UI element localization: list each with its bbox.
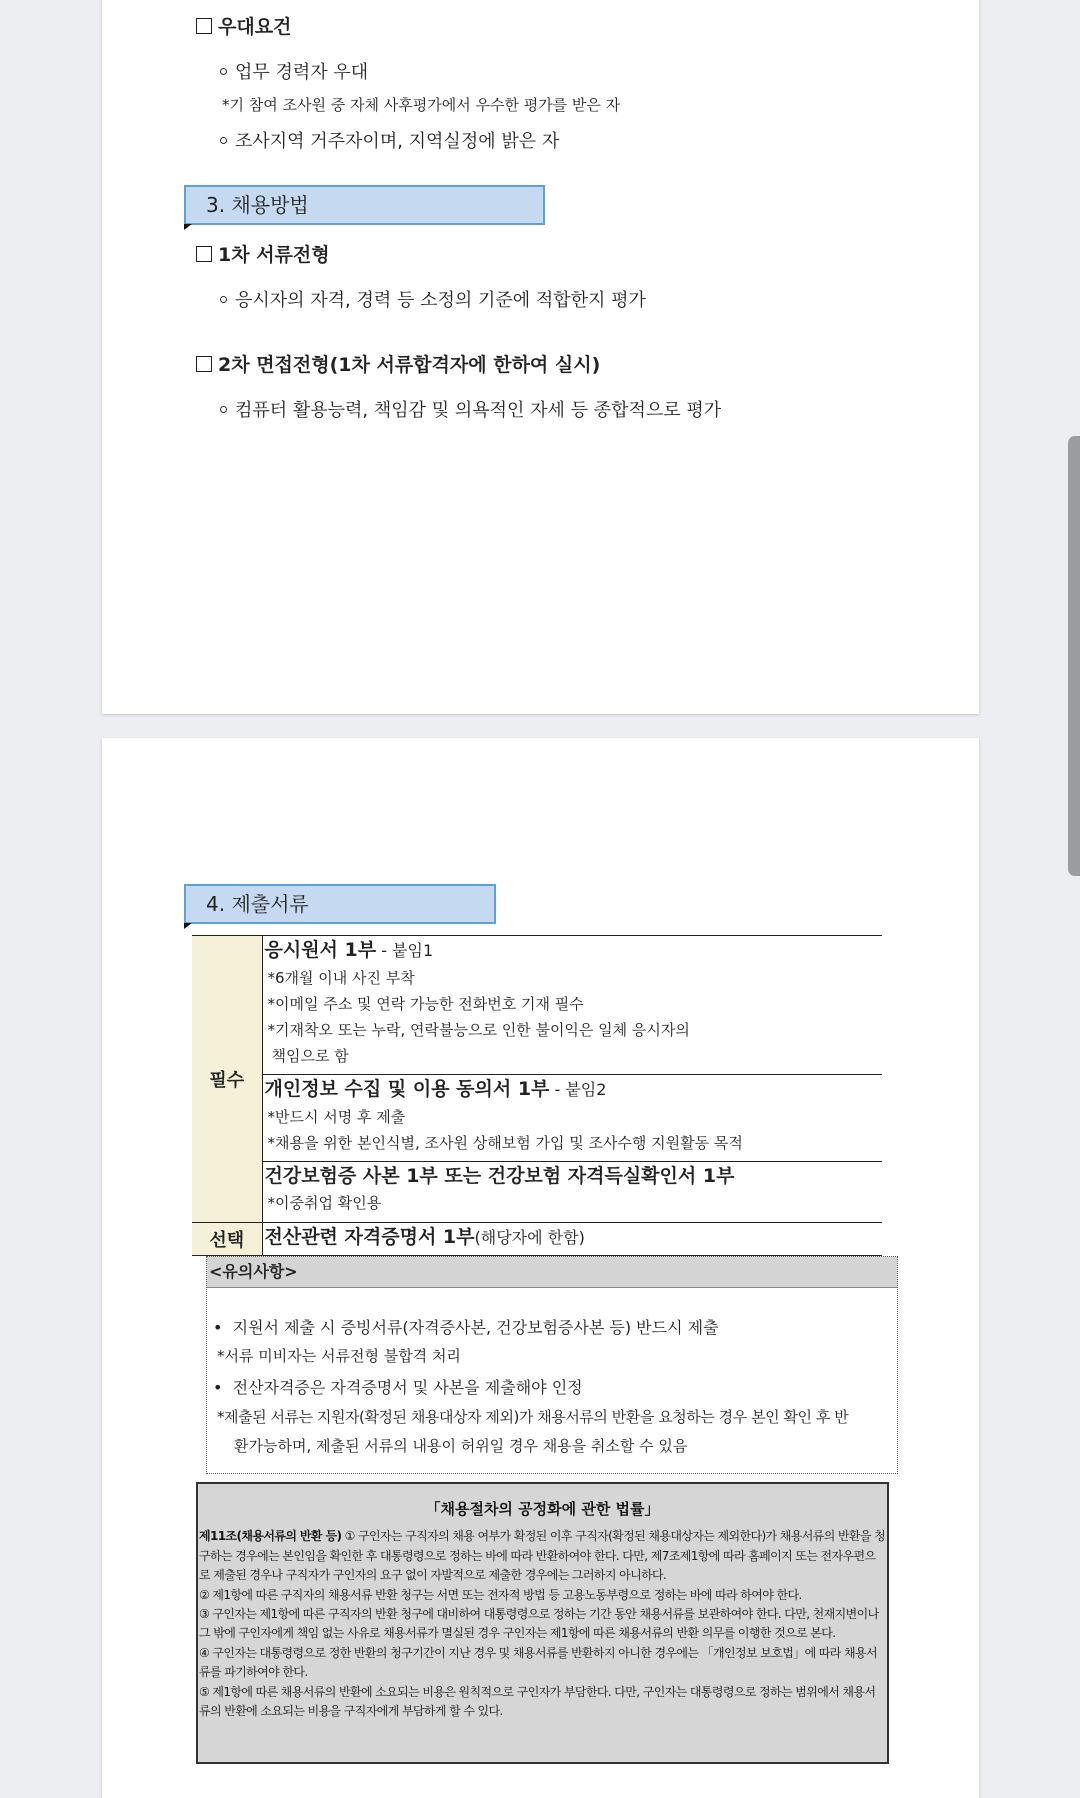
circle-bullet-icon — [220, 68, 227, 75]
caution-bullet-2 — [213, 1375, 583, 1398]
corner-marker-icon — [184, 224, 192, 230]
stage2-item — [220, 396, 721, 422]
doc1-title-text: 응시원서 1부 — [264, 939, 377, 961]
doc2-title — [263, 1075, 883, 1104]
stage1-item-text: 응시자의 자격, 경력 등 소정의 기준에 적합한지 평가 — [235, 290, 646, 311]
doc4-title-text: 전산관련 자격증명서 1부 — [264, 1226, 475, 1248]
law-article-label: 제11조(채용서류의 반환 등) — [199, 1529, 342, 1544]
stage1-heading-text: 1차 서류전형 — [218, 244, 330, 266]
preferred-item-1-text: 업무 경력자 우대 — [235, 62, 369, 83]
doc1-note-4: 책임으로 함 — [271, 1047, 349, 1065]
document-page-1 — [102, 0, 979, 714]
law-paragraph-1-text: ① 구인자는 구직자의 채용 여부가 확정된 이후 구직자(확정된 채용대상자는 제외한다)가 채용서류의 반환을 청구하는 경우에는 본인임을 확인한 후 대통령령으로 정하는 바에 따라 반환하여야 한다. 다만, 제7조제1항에 따라 홈페이지 또는 전자우편으로 제출된 경우나 구직자가 구인자의 요구 없이 자발적으로 제출한 경우에는 그러하지 아니하다. — [199, 1529, 886, 1583]
doc2-note-1: *반드시 서명 후 제출 — [267, 1108, 406, 1126]
doc1-title — [263, 936, 883, 965]
bullet-dot-icon: • — [213, 1318, 233, 1337]
checkbox-square-icon — [196, 356, 212, 372]
caution-bullet-2-text: 전산자격증은 자격증명서 및 사본을 제출해야 인정 — [232, 1378, 583, 1397]
law-paragraph-3: ③ 구인자는 제1항에 따른 구직자의 반환 청구에 대비하여 대통령령으로 정하는 기간 동안 채용서류를 보관하여야 한다. 다만, 천재지변이나 그 밖에 구인자에게 책임 없는 사유로 채용서류가 멸실된 경우 구인자는 제1항에 따른 채용서류의 반환 의무를 이행한 것으로 본다. — [199, 1607, 879, 1641]
section-3-title: 3. 채용방법 — [206, 193, 309, 217]
caution-bullet-1-text: 지원서 제출 시 증빙서류(자격증사본, 건강보험증사본 등) 반드시 제출 — [232, 1318, 719, 1337]
doc2-title-text: 개인정보 수집 및 이용 동의서 1부 — [264, 1078, 550, 1100]
doc2-note-2: *채용을 위한 본인식별, 조사원 상해보험 가입 및 조사수행 지원활동 목적 — [267, 1134, 743, 1152]
doc1-note-2: *이메일 주소 및 연락 가능한 전화번호 기재 필수 — [267, 995, 584, 1013]
preferred-note: *기 참여 조사원 중 자체 사후평가에서 우수한 평가를 받은 자 — [222, 96, 621, 114]
law-paragraph-4: ④ 구인자는 대통령령으로 정한 반환의 청구기간이 지난 경우 및 채용서류를 반환하지 아니한 경우에는 「개인정보 보호법」에 따라 채용서류를 파기하여야 한다. — [199, 1645, 877, 1680]
doc3-title: 건강보험증 사본 1부 또는 건강보험 자격득실확인서 1부 — [264, 1165, 735, 1187]
doc2-sub: - 붙임2 — [549, 1080, 607, 1099]
doc4-title — [263, 1223, 883, 1252]
table-row — [192, 936, 882, 1075]
circle-bullet-icon — [220, 406, 227, 413]
table-row — [192, 1075, 882, 1162]
caution-note-1: *서류 미비자는 서류전형 불합격 처리 — [217, 1347, 461, 1365]
law-title: 「채용절차의 공정화에 관한 법률」 — [425, 1500, 660, 1518]
documents-table — [192, 935, 882, 1256]
caution-note-2a: *제출된 서류는 지원자(확정된 채용대상자 제외)가 채용서류의 반환을 요청하는 경우 본인 확인 후 반 — [217, 1408, 849, 1426]
preferred-item-1 — [220, 58, 368, 84]
doc1-sub: - 붙임1 — [376, 941, 434, 960]
stage1-heading — [196, 240, 330, 267]
caution-box — [206, 1256, 898, 1474]
stage2-heading — [196, 350, 600, 377]
circle-bullet-icon — [220, 137, 227, 144]
doc4-sub: (해당자에 한함) — [474, 1228, 585, 1247]
optional-category-cell: 선택 — [192, 1223, 262, 1256]
section-4-title: 4. 제출서류 — [206, 892, 309, 916]
table-row — [192, 1162, 882, 1223]
stage2-heading-text: 2차 면접전형(1차 서류합격자에 한하여 실시) — [218, 354, 601, 376]
doc1-note-3: *기재착오 또는 누락, 연락불능으로 인한 불이익은 일체 응시자의 — [267, 1021, 690, 1039]
law-paragraph-5: ⑤ 제1항에 따른 채용서류의 반환에 소요되는 비용은 원칙적으로 구인자가 부담한다. 다만, 구인자는 대통령령으로 정하는 범위에서 채용서류의 반환에 소요되는 비용을 구직자에게 부담하게 할 수 있다. — [199, 1684, 876, 1719]
law-paragraph-2: ② 제1항에 따른 구직자의 채용서류 반환 청구는 서면 또는 전자적 방법 등 고용노동부령으로 정하는 바에 따라 하여야 한다. — [199, 1587, 802, 1602]
stage1-item — [220, 286, 646, 312]
preferred-heading-text: 우대요건 — [218, 16, 292, 38]
law-excerpt-box — [196, 1482, 889, 1764]
circle-bullet-icon — [220, 296, 227, 303]
doc3-note-1: *이중취업 확인용 — [267, 1194, 382, 1212]
doc1-cell — [262, 936, 882, 1075]
required-category-cell: 필수 — [192, 936, 262, 1223]
bullet-dot-icon: • — [213, 1378, 233, 1397]
law-paragraph-1 — [198, 1527, 887, 1585]
scrollbar-thumb[interactable] — [1068, 436, 1080, 876]
doc1-note-1: *6개월 이내 사진 부착 — [267, 969, 415, 987]
preferred-item-2-text: 조사지역 거주자이며, 지역실정에 밝은 자 — [235, 131, 560, 152]
corner-marker-icon — [184, 923, 192, 929]
section-4-header — [184, 884, 496, 924]
document-page-2 — [102, 738, 979, 1798]
caution-bullet-1 — [213, 1315, 719, 1338]
preferred-item-2 — [220, 127, 559, 153]
table-row — [192, 1223, 882, 1256]
stage2-item-text: 컴퓨터 활용능력, 책임감 및 의욕적인 자세 등 종합적으로 평가 — [235, 400, 722, 421]
caution-note-2b: 환가능하며, 제출된 서류의 내용이 허위일 경우 채용을 취소할 수 있음 — [234, 1437, 688, 1455]
caution-heading: <유의사항> — [207, 1257, 897, 1288]
section-3-header — [184, 185, 545, 225]
checkbox-square-icon — [196, 246, 212, 262]
preferred-heading — [196, 12, 291, 39]
doc3-cell — [262, 1162, 882, 1223]
doc4-cell — [262, 1223, 882, 1256]
checkbox-square-icon — [196, 18, 212, 34]
doc2-cell — [262, 1075, 882, 1162]
